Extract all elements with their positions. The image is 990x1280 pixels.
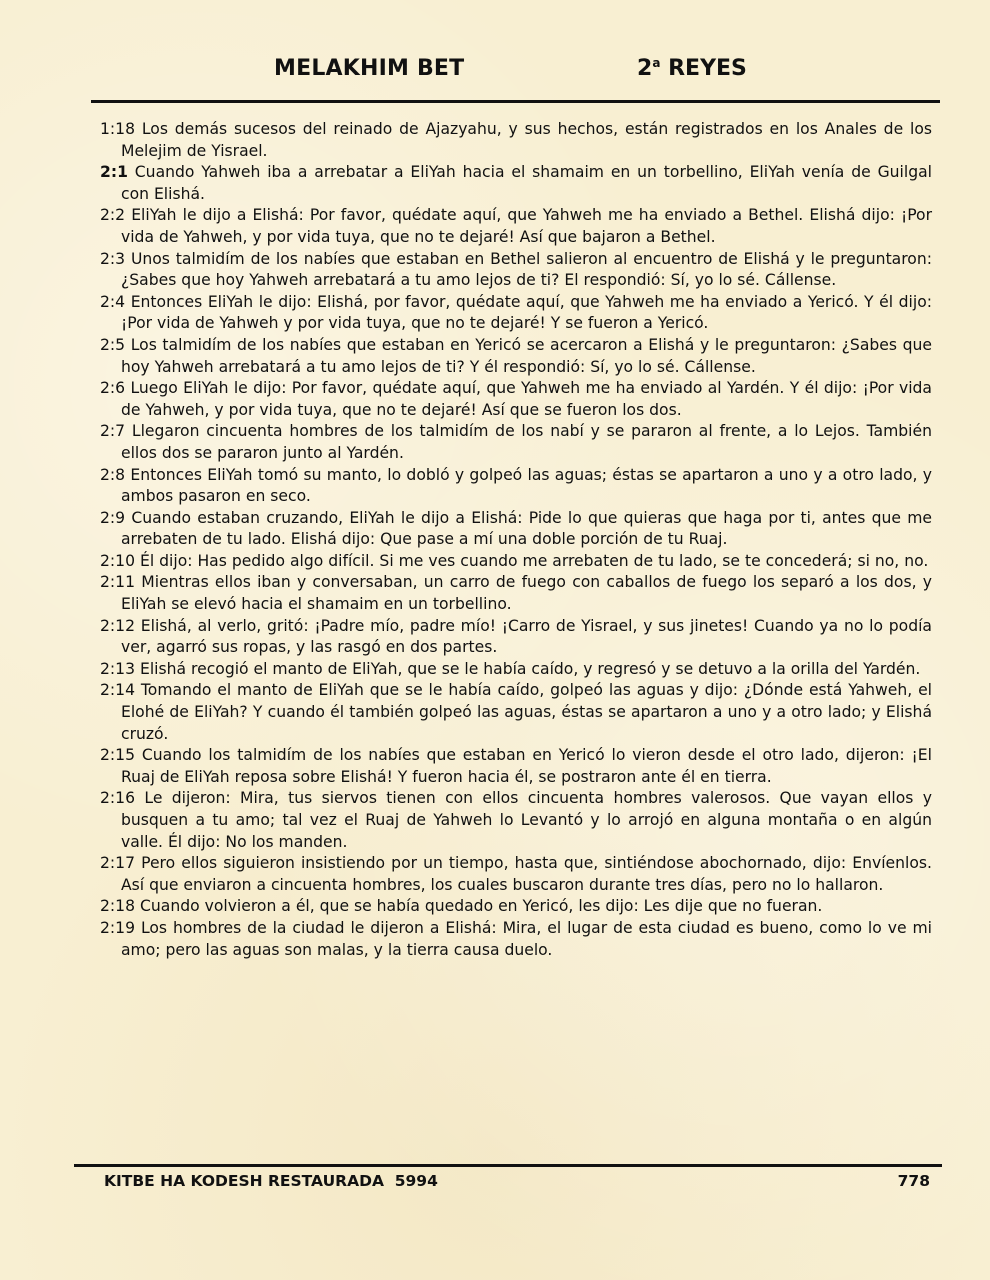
verse-text: Le dijeron: Mira, tus siervos tienen con ellos cincuenta hombres valerosos. Que vayan ellos y busquen a tu amo; tal vez el Ruaj de Yahweh lo Levantó y lo arrojó en alguna montaña o en algún valle. Él dijo: No los manden. <box>121 789 932 851</box>
verse <box>100 788 932 853</box>
page-header <box>0 56 990 92</box>
verse-text: Elishá, al verlo, gritó: ¡Padre mío, padre mío! ¡Carro de Yisrael, y sus jinetes! Cuando ya no lo podía ver, agarró sus ropas, y las rasgó en dos partes. <box>121 616 932 657</box>
verse-text: Él dijo: Has pedido algo difícil. Si me ves cuando me arrebaten de tu lado, se te concederá; si no, no. <box>140 551 929 570</box>
header-divider <box>91 100 940 103</box>
verse-text: Mientras ellos iban y conversaban, un carro de fuego con caballos de fuego los separó a los dos, y EliYah se elevó hacia el shamaim en un torbellino. <box>121 573 932 614</box>
verse <box>100 508 932 551</box>
book-name: REYES <box>668 56 747 81</box>
verse <box>100 853 932 896</box>
verse-text: Los talmidím de los nabíes que estaban en Yericó se acercaron a Elishá y le preguntaron: ¿Sabes que hoy Yahweh arrebatará a tu amo lejos de ti? Y él respondió: Sí, yo lo sé. Cállense. <box>121 335 932 376</box>
verse-reference: 2:13 <box>100 659 136 678</box>
verse <box>100 659 932 681</box>
verse-text: Cuando volvieron a él, que se había quedado en Yericó, les dijo: Les dije que no fueran. <box>140 897 823 916</box>
verse-text: Entonces EliYah tomó su manto, lo dobló y golpeó las aguas; éstas se apartaron a uno y a otro lado, y ambos pasaron en seco. <box>121 465 932 506</box>
book-title-spanish <box>637 56 747 81</box>
verse-reference: 2:1 <box>100 163 128 182</box>
verse-text: Cuando estaban cruzando, EliYah le dijo a Elishá: Pide lo que quieras que haga por ti, antes que me arrebaten de tu lado. Elishá dijo: Que pase a mí una doble porción de tu Ruaj. <box>121 508 933 549</box>
book-number: 2 <box>637 56 653 81</box>
verse-reference: 2:3 <box>100 249 126 268</box>
verse-list <box>100 119 932 961</box>
verse <box>100 616 932 659</box>
verse-text: Los demás sucesos del reinado de Ajazyahu, y sus hechos, están registrados en los Anales de los Melejim de Yisrael. <box>121 120 932 160</box>
verse <box>100 465 932 508</box>
verse-reference: 2:2 <box>100 206 126 225</box>
verse <box>100 378 932 421</box>
verse-text: Pero ellos siguieron insistiendo por un tiempo, hasta que, sintiéndose abochornado, dijo: Envíenlos. Así que enviaron a cincuenta hombres, los cuales buscaron durante tres días, pero no lo hallaron. <box>121 854 932 894</box>
verse-reference: 1:18 <box>100 120 136 138</box>
page-number: 778 <box>897 1172 930 1190</box>
footer-edition: KITBE HA KODESH RESTAURADA 5994 <box>104 1172 438 1190</box>
book-title-hebrew: MELAKHIM BET <box>274 56 465 81</box>
verse-reference: 2:5 <box>100 335 126 354</box>
verse-text: EliYah le dijo a Elishá: Por favor, quédate aquí, que Yahweh me ha enviado a Bethel. Elishá dijo: ¡Por vida de Yahweh, y por vida tuya, que no te dejaré! Así que bajaron a Bethel. <box>121 206 932 246</box>
verse-text: Entonces EliYah le dijo: Elishá, por favor, quédate aquí, que Yahweh me ha enviado a Yericó. Y él dijo: ¡Por vida de Yahweh y por vida tuya, que no te dejaré! Y se fueron a Yericó. <box>121 292 932 333</box>
verse-reference: 2:14 <box>100 681 136 700</box>
verse-reference: 2:19 <box>100 918 136 937</box>
verse <box>100 896 932 918</box>
verse-reference: 2:9 <box>100 508 126 527</box>
verse <box>100 918 932 961</box>
verse-reference: 2:6 <box>100 379 126 398</box>
verse-text: Cuando Yahweh iba a arrebatar a EliYah hacia el shamaim en un torbellino, EliYah venía de Guilgal con Elishá. <box>121 163 932 203</box>
verse-text: Cuando los talmidím de los nabíes que estaban en Yericó lo vieron desde el otro lado, dijeron: ¡El Ruaj de EliYah reposa sobre Elishá! Y fueron hacia él, se postraron ante él en tierra. <box>121 746 932 786</box>
verse <box>100 572 932 615</box>
verse-reference: 2:15 <box>100 746 136 765</box>
verse <box>100 292 932 335</box>
verse-text: Unos talmidím de los nabíes que estaban en Bethel salieron al encuentro de Elishá y le preguntaron: ¿Sabes que hoy Yahweh arrebatará a tu amo lejos de ti? El respondió: Sí, yo lo sé. Cállense. <box>121 249 932 290</box>
verse-reference: 2:11 <box>100 573 136 592</box>
verse-text: Elishá recogió el manto de EliYah, que se le había caído, y regresó y se detuvo a la orilla del Yardén. <box>140 659 921 678</box>
verse <box>100 162 932 205</box>
verse-reference: 2:8 <box>100 465 126 484</box>
verse-reference: 2:12 <box>100 616 136 635</box>
verse-reference: 2:7 <box>100 422 126 441</box>
verse <box>100 745 932 788</box>
verse-reference: 2:4 <box>100 292 126 311</box>
verse <box>100 335 932 378</box>
verse <box>100 551 932 573</box>
verse <box>100 680 932 745</box>
footer-divider <box>74 1164 942 1167</box>
verse-text: Tomando el manto de EliYah que se le había caído, golpeó las aguas y dijo: ¿Dónde está Yahweh, el Elohé de EliYah? Y cuando él también golpeó las aguas, éstas se apartaron a uno y a otro lado; y Elishá cruzó. <box>121 681 932 743</box>
verse-reference: 2:18 <box>100 897 136 916</box>
verse <box>100 421 932 464</box>
verse <box>100 205 932 248</box>
ordinal-superscript: a <box>652 56 661 70</box>
verse-reference: 2:16 <box>100 789 136 808</box>
verse-reference: 2:10 <box>100 551 136 570</box>
verse-reference: 2:17 <box>100 854 136 873</box>
verse <box>100 249 932 292</box>
verse-text: Luego EliYah le dijo: Por favor, quédate aquí, que Yahweh me ha enviado al Yardén. Y él dijo: ¡Por vida de Yahweh, y por vida tuya, que no te dejaré! Así que se fueron los dos. <box>121 379 932 419</box>
verse <box>100 119 932 162</box>
verse-text: Llegaron cincuenta hombres de los talmidím de los nabí y se pararon al frente, a lo Lejos. También ellos dos se pararon junto al Yardén. <box>121 422 932 462</box>
verse-text: Los hombres de la ciudad le dijeron a Elishá: Mira, el lugar de esta ciudad es bueno, como lo ve mi amo; pero las aguas son malas, y la tierra causa duelo. <box>121 918 932 959</box>
